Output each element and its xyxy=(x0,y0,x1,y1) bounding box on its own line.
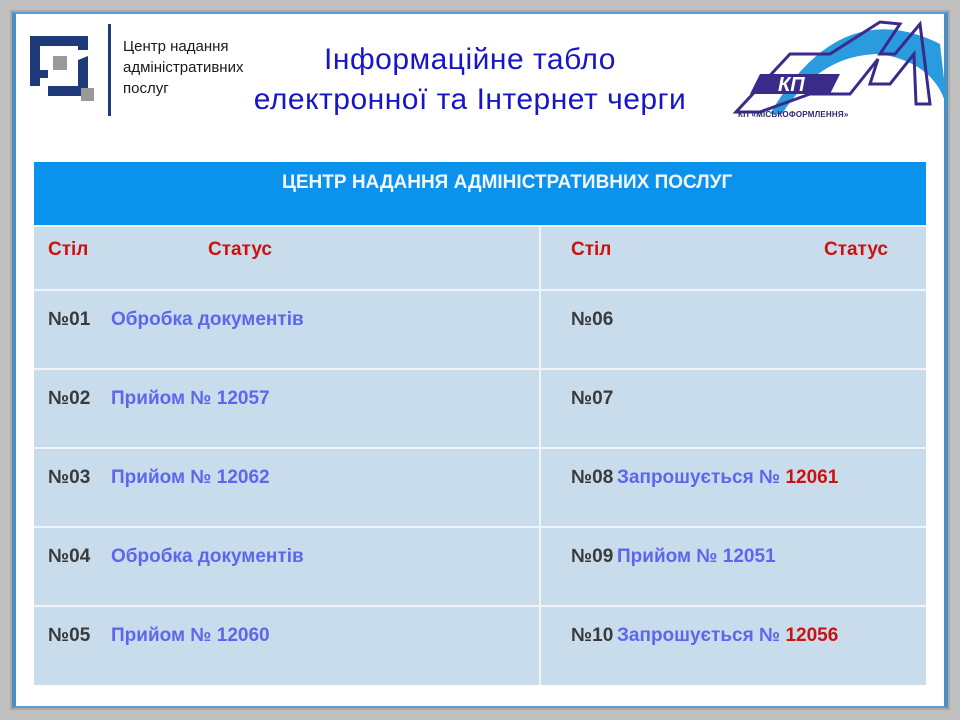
kp-logo-caption: КП «МІСЬКОФОРМЛЕННЯ» xyxy=(738,110,849,119)
table-row xyxy=(34,606,926,685)
kp-logo xyxy=(730,14,950,124)
table-status: Обробка документів xyxy=(110,527,540,606)
table-number: №06 xyxy=(540,290,616,369)
table-number: №10 xyxy=(540,606,616,685)
board-heading: ЦЕНТР НАДАННЯ АДМІНІСТРАТИВНИХ ПОСЛУГ xyxy=(34,162,926,226)
table-status xyxy=(616,606,926,685)
table-status xyxy=(616,448,926,527)
queue-board xyxy=(34,162,926,685)
table-number: №02 xyxy=(34,369,110,448)
page-title xyxy=(200,40,740,120)
cnap-logo-icon xyxy=(26,30,96,102)
status-text: Запрошується № xyxy=(617,467,786,488)
table-number: №01 xyxy=(34,290,110,369)
status-text: Запрошується № xyxy=(617,625,786,646)
col-status-right: Статус xyxy=(616,226,926,290)
table-status: Прийом № 12060 xyxy=(110,606,540,685)
column-header-row xyxy=(34,226,926,290)
table-row xyxy=(34,448,926,527)
col-table-right: Стіл xyxy=(540,226,616,290)
table-number: №05 xyxy=(34,606,110,685)
kp-logo-icon xyxy=(730,14,950,124)
title-line-1: Інформаційне табло xyxy=(324,43,616,76)
col-status-left: Статус xyxy=(110,226,540,290)
table-status: Прийом № 12062 xyxy=(110,448,540,527)
table-number: №04 xyxy=(34,527,110,606)
kp-logo-text: КП xyxy=(778,74,805,96)
table-number: №08 xyxy=(540,448,616,527)
header-divider xyxy=(108,24,111,116)
col-table-left: Стіл xyxy=(34,226,110,290)
table-status xyxy=(616,290,926,369)
table-number: №09 xyxy=(540,527,616,606)
called-number: 12056 xyxy=(785,625,839,646)
table-row xyxy=(34,290,926,369)
table-status xyxy=(616,527,926,606)
table-status xyxy=(616,369,926,448)
table-number: №07 xyxy=(540,369,616,448)
table-number: №03 xyxy=(34,448,110,527)
status-text: Прийом № 12051 xyxy=(617,546,776,567)
table-status: Прийом № 12057 xyxy=(110,369,540,448)
table-row xyxy=(34,369,926,448)
table-row xyxy=(34,527,926,606)
title-line-2: електронної та Інтернет черги xyxy=(253,83,687,116)
org-name: Центр надання адміністративних послуг xyxy=(123,38,244,97)
called-number: 12061 xyxy=(785,467,839,488)
table-status: Обробка документів xyxy=(110,290,540,369)
